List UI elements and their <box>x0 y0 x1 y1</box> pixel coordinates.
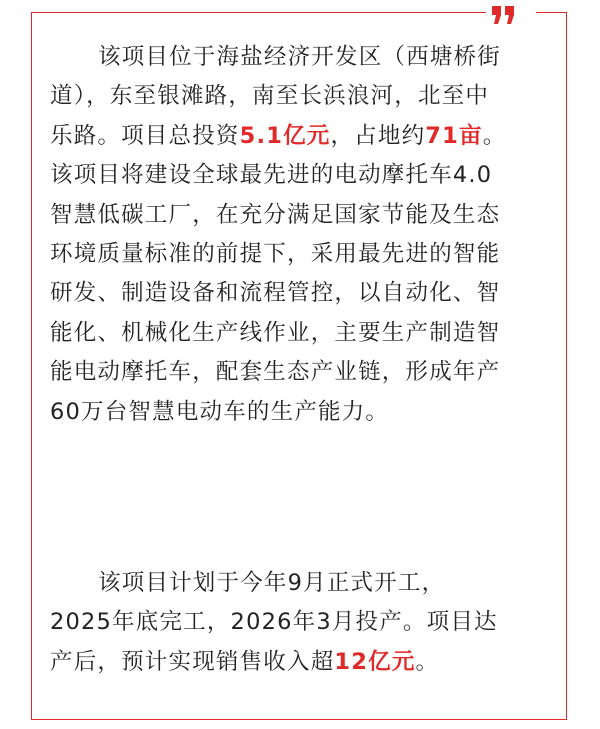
revenue-amount: 12亿元 <box>334 648 416 675</box>
paragraph-project-schedule <box>50 564 550 682</box>
text-line: 该项目将建设全球最先进的电动摩托车4.0 <box>50 162 493 189</box>
text-line: 该项目位于海盐经济开发区（西塘桥街 <box>98 44 501 70</box>
text-line: 60万台智慧电动车的生产能力。 <box>50 398 390 425</box>
paragraph-project-overview <box>50 38 550 432</box>
text-segment: 。 <box>415 648 440 675</box>
text-segment: 。 <box>482 122 507 149</box>
investment-amount: 5.1亿元 <box>239 122 331 149</box>
text-line <box>50 643 550 682</box>
text-line: 该项目计划于今年9月正式开工， <box>98 570 446 596</box>
text-line: 研发、制造设备和流程管控，以自动化、智 <box>50 280 501 307</box>
text-line <box>50 117 550 156</box>
land-area: 71亩 <box>425 122 483 149</box>
text-segment: ，占地约 <box>330 122 426 149</box>
text-line: 道），东至银滩路，南至长浜浪河，北至中 <box>50 83 490 110</box>
text-line: 能电动摩托车，配套生态产业链，形成年产 <box>50 359 501 386</box>
text-segment: 乐路。项目总投资 <box>50 122 240 149</box>
text-line: 环境质量标准的前提下，采用最先进的智能 <box>50 241 501 268</box>
text-line: 智慧低碳工厂，在充分满足国家节能及生态 <box>50 201 501 228</box>
text-segment: 产后，预计实现销售收入超 <box>50 648 335 675</box>
quote-marks-icon <box>486 0 536 34</box>
text-line: 能化、机械化生产线作业，主要生产制造智 <box>50 319 501 346</box>
text-line: 2025年底完工，2026年3月投产。项目达 <box>50 609 498 636</box>
